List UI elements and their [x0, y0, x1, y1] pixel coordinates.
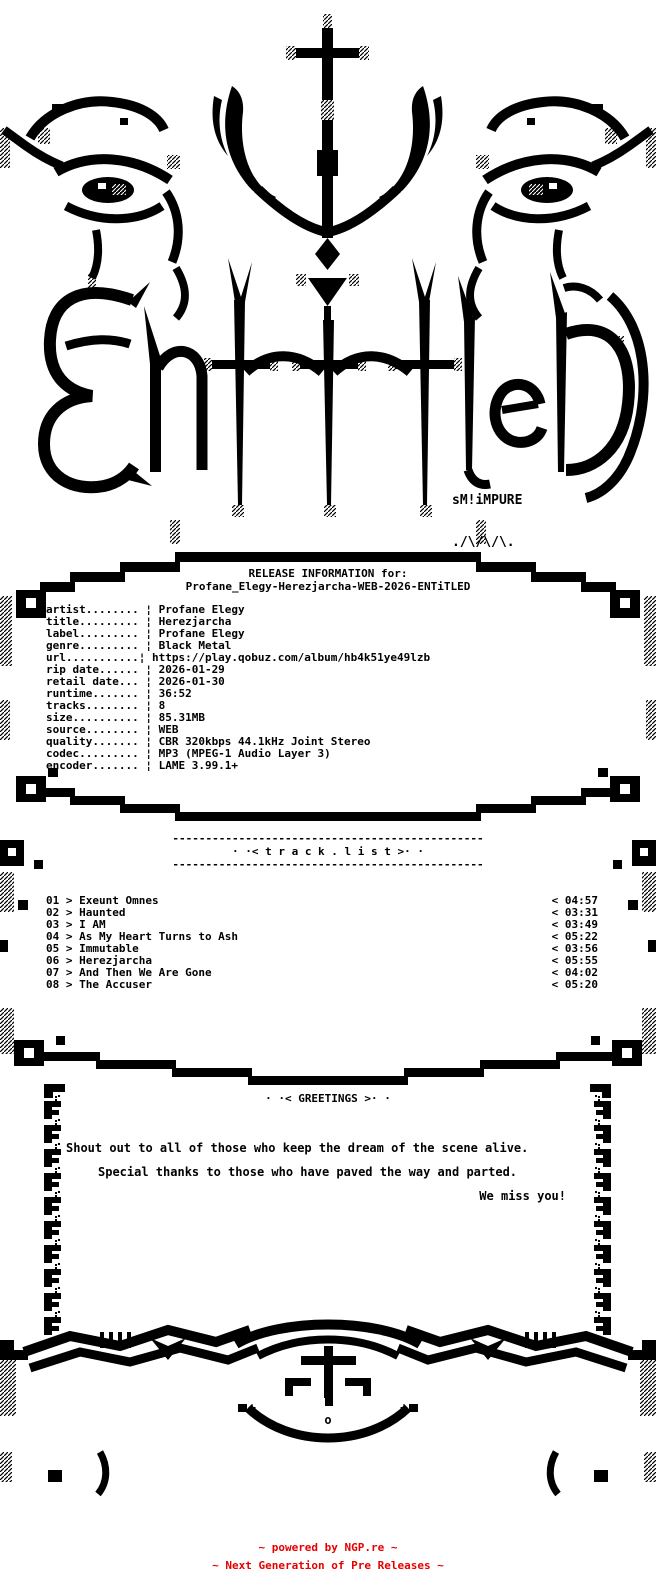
track-row: [46, 907, 598, 919]
release-field-row: retail date... ¦ 2026-01-30: [46, 675, 225, 688]
track-duration: < 03:31: [551, 906, 598, 919]
release-info-fields: [46, 604, 430, 772]
tracklist-title: · ·< t r a c k . l i s t >· ·: [231, 845, 425, 858]
greeting-line: Special thanks to those who have paved the way and parted.: [98, 1165, 518, 1179]
release-field-row: genre......... ¦ Black Metal: [46, 639, 232, 652]
release-field-row: title......... ¦ Herezjarcha: [46, 615, 232, 628]
release-field-row: tracks........ ¦ 8: [46, 699, 166, 712]
track-duration: < 03:56: [551, 942, 598, 955]
release-field-row: source........ ¦ WEB: [46, 723, 179, 736]
plus-marker-right: +: [400, 1401, 408, 1416]
tracklist-dash-bottom: -----------------------------------------------: [172, 858, 484, 871]
release-field-row: codec......... ¦ MP3 (MPEG-1 Audio Layer 3): [46, 747, 331, 760]
track-title: 08 > The Accuser: [46, 978, 152, 991]
release-field-row: label......... ¦ Profane Elegy: [46, 627, 245, 640]
greetings-title: · ·< GREETINGS >· ·: [265, 1092, 391, 1105]
greetings-side-borders: [44, 1084, 611, 1335]
track-title: 03 > I AM: [46, 918, 106, 931]
o-marker: o: [324, 1413, 332, 1427]
bottom-ascii-art: [0, 1325, 656, 1495]
footer-powered-by: ~ powered by NGP.re ~: [258, 1541, 398, 1554]
release-field-row: artist........ ¦ Profane Elegy: [46, 603, 245, 616]
plus-marker-left: +: [248, 1401, 256, 1416]
track-duration: < 05:22: [551, 930, 598, 943]
artist-signature: [452, 466, 522, 564]
release-field-row: rip date...... ¦ 2026-01-29: [46, 663, 225, 676]
track-title: 04 > As My Heart Turns to Ash: [46, 930, 239, 943]
signature-line2: ./\/\/\.: [452, 535, 515, 550]
greeting-line: We miss you!: [479, 1189, 566, 1203]
track-title: 01 > Exeunt Omnes: [46, 894, 159, 907]
track-title: 06 > Herezjarcha: [46, 954, 152, 967]
track-row: [46, 979, 598, 991]
track-duration: < 04:57: [551, 894, 598, 907]
track-row: [46, 895, 598, 907]
release-field-row: runtime....... ¦ 36:52: [46, 687, 192, 700]
release-field-row: url...........¦ https://play.qobuz.com/album/hb4k51ye49lzb: [46, 651, 431, 664]
signature-line1: sM!iMPURE: [452, 493, 523, 508]
release-field-row: encoder....... ¦ LAME 3.99.1+: [46, 759, 239, 772]
greetings-lines: [46, 1136, 610, 1208]
track-title: 07 > And Then We Are Gone: [46, 966, 212, 979]
track-title: 02 > Haunted: [46, 906, 126, 919]
track-title: 05 > Immutable: [46, 942, 139, 955]
release-field-row: quality....... ¦ CBR 320kbps 44.1kHz Joint Stereo: [46, 735, 371, 748]
release-field-row: size.......... ¦ 85.31MB: [46, 711, 205, 724]
track-list: [46, 895, 598, 991]
track-duration: < 03:49: [551, 918, 598, 931]
footer: [0, 1539, 656, 1575]
tracklist-dash-top: -----------------------------------------------: [172, 832, 484, 845]
footer-tagline: ~ Next Generation of Pre Releases ~: [212, 1559, 444, 1572]
entitled-logo-art: [44, 258, 644, 517]
release-name: Profane_Elegy-Herezjarcha-WEB-2026-ENTiTLED: [185, 580, 471, 593]
track-duration: < 04:02: [551, 966, 598, 979]
top-eyes-cross-art: [0, 14, 656, 320]
greeting-line: Shout out to all of those who keep the dream of the scene alive.: [66, 1141, 529, 1155]
track-duration: < 05:20: [551, 978, 598, 991]
release-info-heading: RELEASE INFORMATION for:: [248, 567, 408, 580]
section-divider: [0, 1008, 656, 1085]
track-duration: < 05:55: [551, 954, 598, 967]
